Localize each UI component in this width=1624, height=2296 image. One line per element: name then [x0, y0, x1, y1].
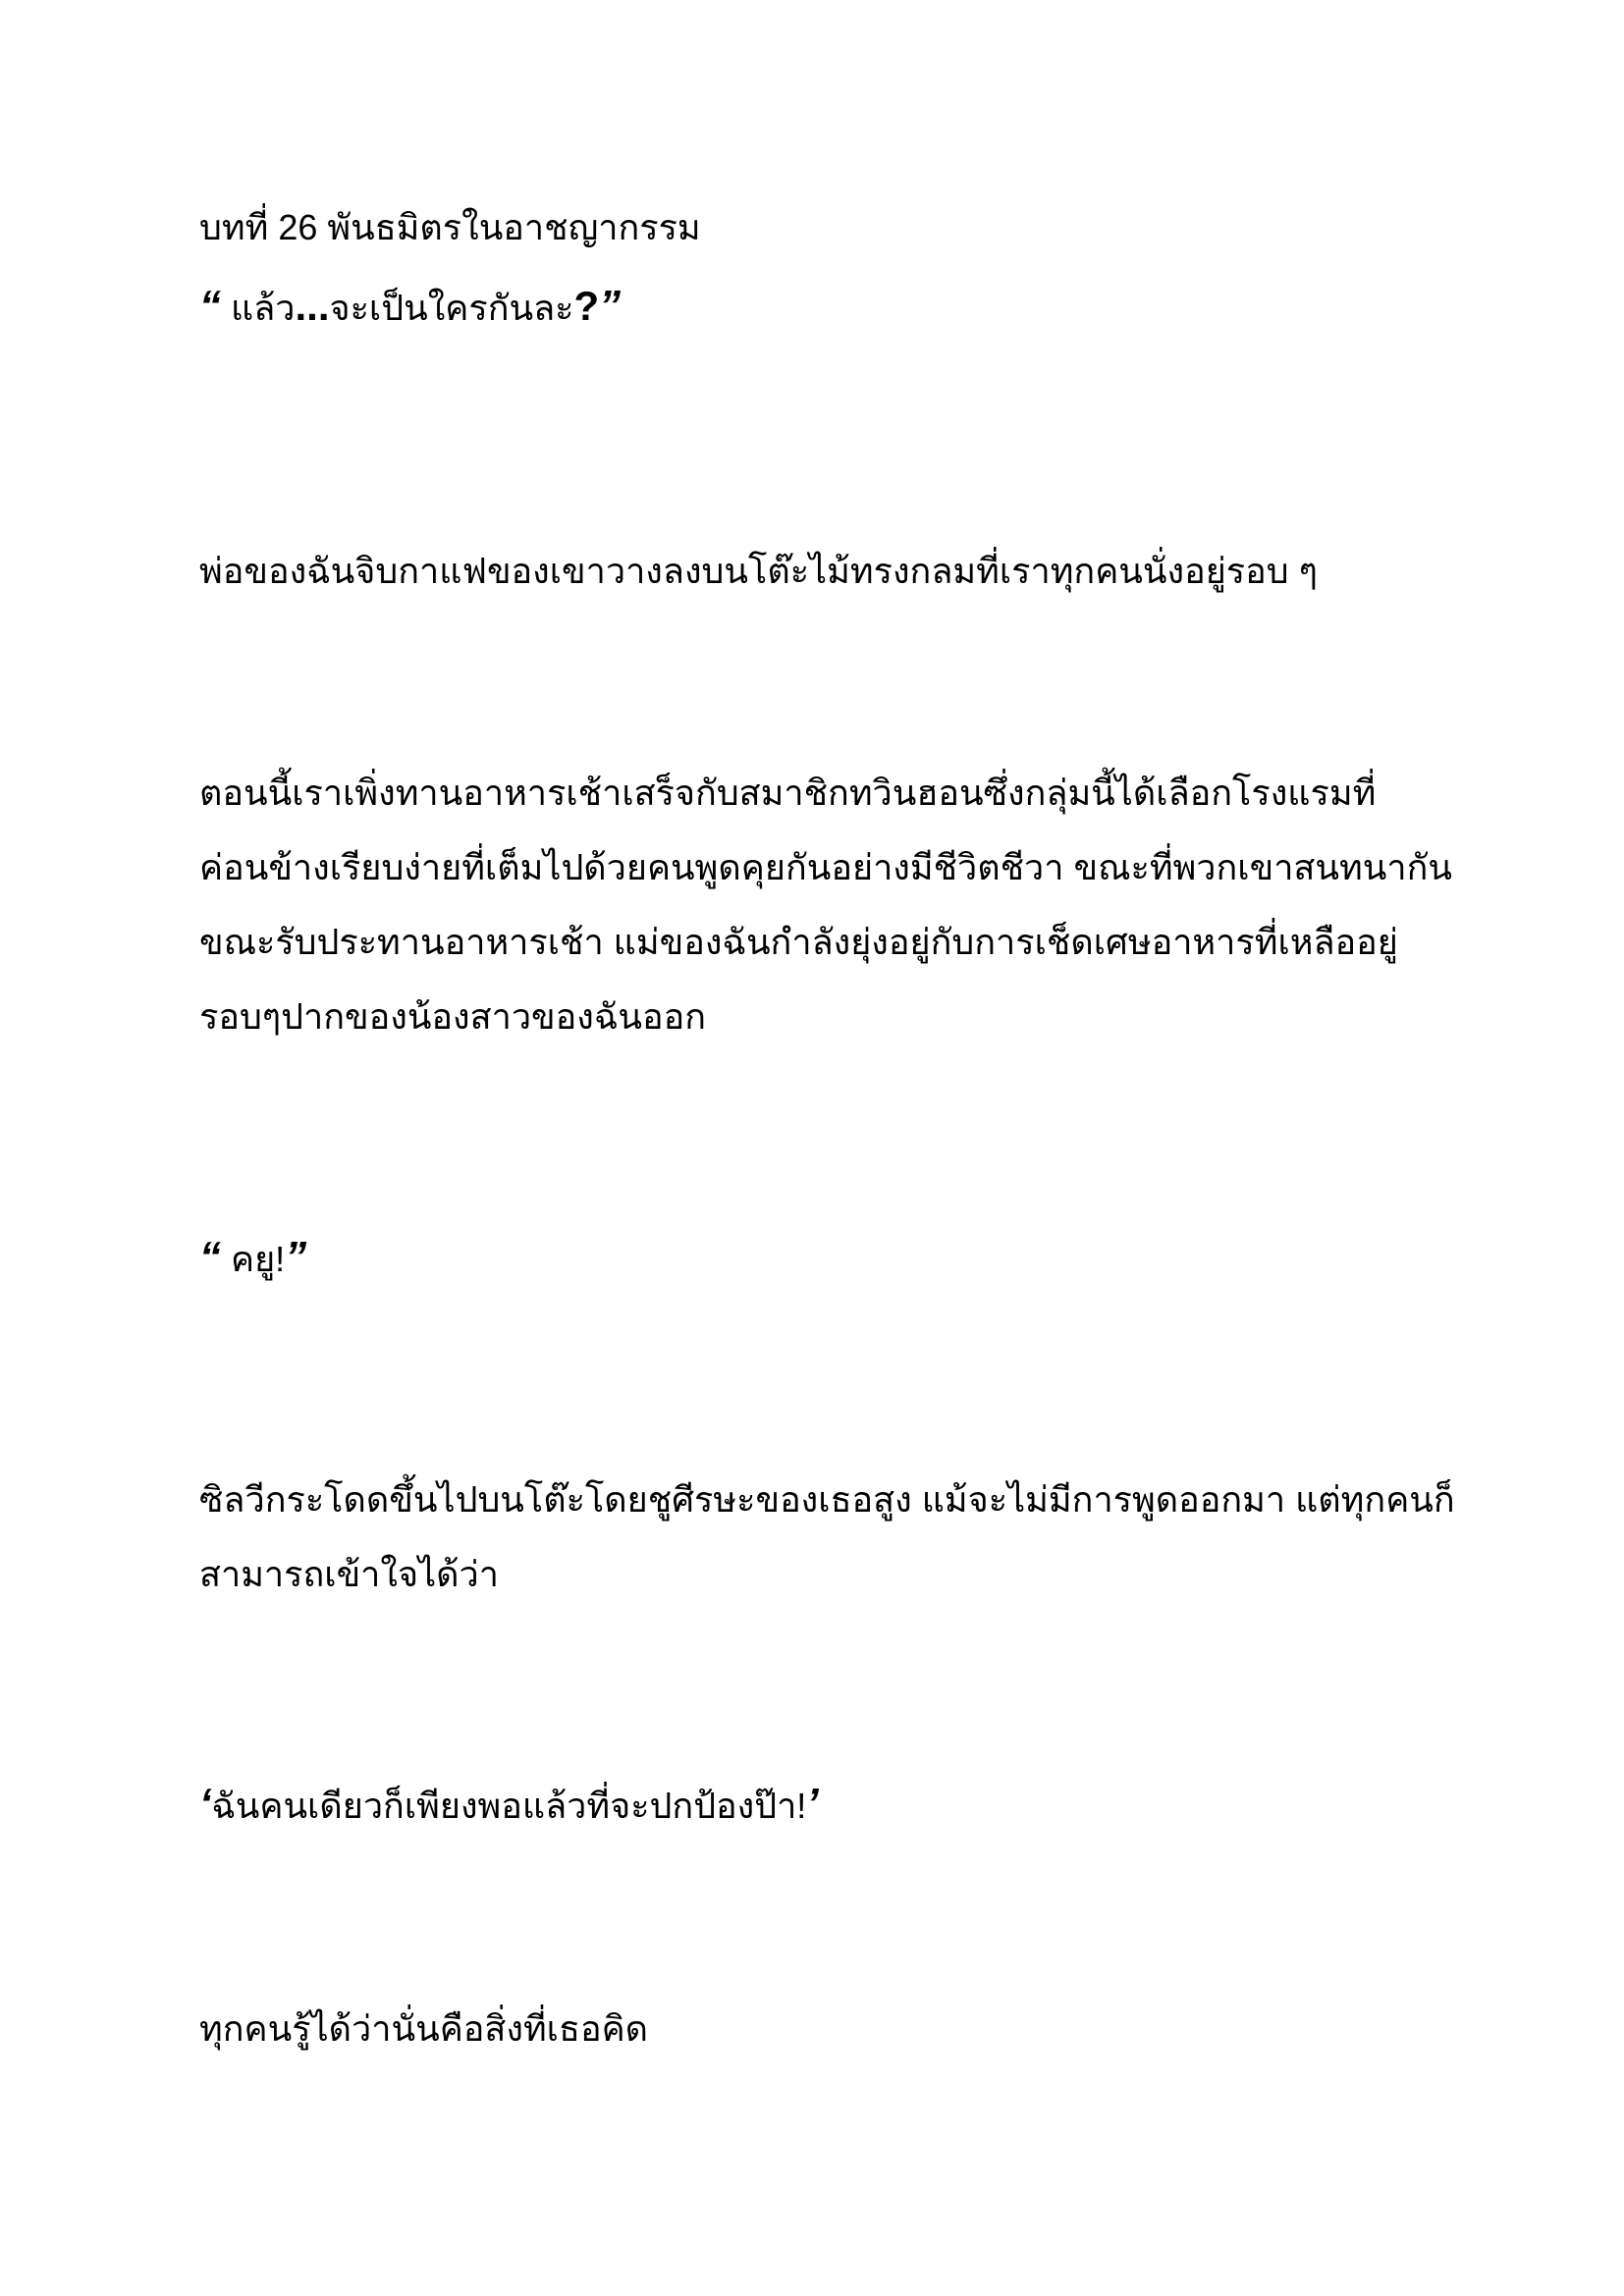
paragraph-3-line: สามารถเข้าใจได้ว่า: [199, 1554, 499, 1594]
dialogue-text-b: จะเป็นใครกันละ: [329, 288, 574, 328]
chapter-title: บทที่ 26 พันธมิตรในอาชญากรรม: [199, 207, 701, 247]
open-quote: “: [199, 282, 221, 330]
dialogue-line-2: [199, 1232, 306, 1284]
paragraph-1: พ่อของฉันจิบกาแฟของเขาวางลงบนโต๊ะไม้ทรงกลมที่เราทุกคนนั่งอยู่รอบ ๆ: [199, 551, 1318, 591]
paragraph-4: ทุกคนรู้ได้ว่านั่นคือสิ่งที่เธอคิด: [199, 2008, 649, 2049]
dialogue-question-mark: ?: [573, 283, 600, 329]
paragraph-3: [199, 1463, 1455, 1612]
paragraph-3-line: ซิลวีกระโดดขึ้นไปบนโต๊ะโดยชูศีรษะของเธอสูง แม้จะไม่มีการพูดออกมา แต่ทุกคนก็: [199, 1479, 1455, 1520]
paragraph-2-line: ขณะรับประทานอาหารเช้า แม่ของฉันกำลังยุ่งอยู่กับการเช็ดเศษอาหารที่เหลืออยู่: [199, 922, 1398, 962]
thought-line: [199, 1779, 819, 1831]
close-quote: ”: [599, 282, 622, 330]
close-quote: ”: [285, 1233, 307, 1281]
dialogue-ellipsis: ...: [295, 283, 330, 329]
thought-text: ฉันคนเดียวก็เพียงพอแล้วที่จะปกป้องป๊า!: [211, 1786, 807, 1826]
single-close-quote: ’: [806, 1780, 819, 1828]
paragraph-2-line: ตอนนี้เราเพิ่งทานอาหารเช้าเสร็จกับสมาชิกทวินฮอนซึ่งกลุ่มนี้ได้เลือกโรงแรมที่: [199, 773, 1377, 813]
paragraph-2: [199, 756, 1452, 1054]
dialogue-line-1: [199, 281, 621, 333]
open-quote: “: [199, 1233, 221, 1281]
dialogue-text-a: แล้ว: [221, 288, 296, 328]
single-open-quote: ‘: [199, 1780, 212, 1828]
dialogue-2-text: คยู!: [221, 1239, 286, 1279]
paragraph-2-line: ค่อนข้างเรียบง่ายที่เต็มไปด้วยคนพูดคุยกันอย่างมีชีวิตชีวา ขณะที่พวกเขาสนทนากัน: [199, 847, 1452, 887]
paragraph-2-line: รอบๆปากของน้องสาวของฉันออก: [199, 996, 707, 1037]
